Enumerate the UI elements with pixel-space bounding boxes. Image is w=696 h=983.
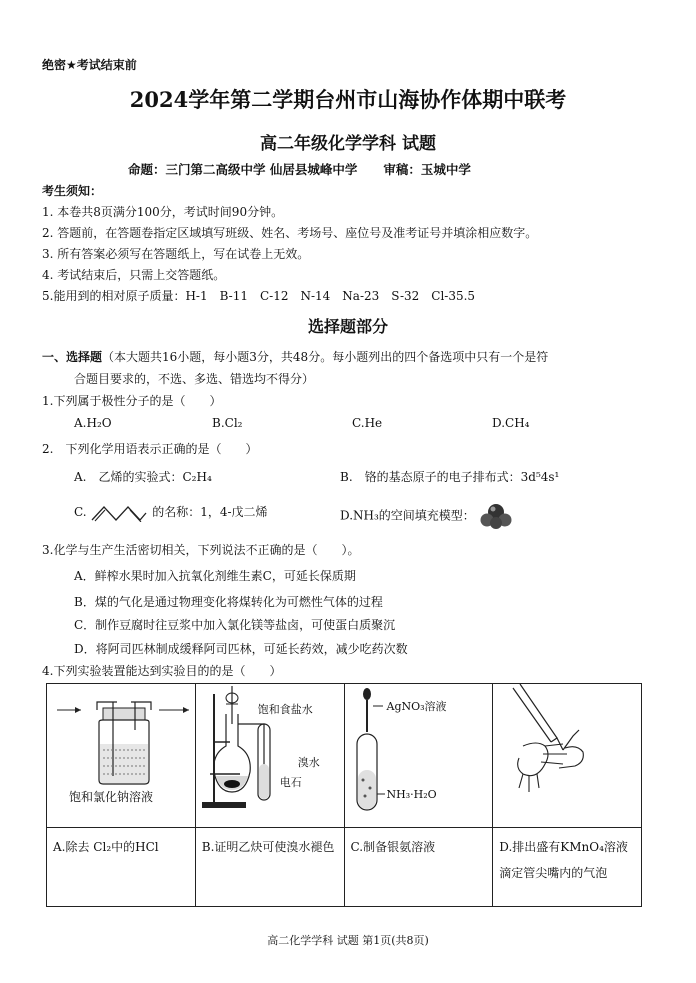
apparatus-a-label: 饱和氯化钠溶液 [69,790,154,804]
q2-option-b: B. 铬的基态原子的电子排布式：3d⁵4s¹ [340,470,560,484]
part1-label: 一、选择题 [42,350,103,364]
q4-apparatus-table [46,683,642,907]
part1-intro [42,348,548,365]
apparatus-b-label-brine: 饱和食盐水 [257,703,313,716]
notice-item: 1. 本卷共8页满分100分，考试时间90分钟。 [42,205,284,219]
apparatus-d-caption: D.排出盛有KMnO₄溶液滴定管尖嘴内的气泡 [493,828,642,907]
exam-title: 2024学年第二学期台州市山海协作体期中联考 [129,87,567,112]
notice-heading: 考生须知： [42,184,103,198]
q3-stem: 3.化学与生产生活密切相关，下列说法不正确的是（ ）。 [42,543,360,557]
part1-desc: （本大题共16小题，每小题3分，共48分。每小题列出的四个备选项中只有一个是符 [102,350,549,364]
q1-option-c: C.He [352,416,383,430]
part1-desc-line2: 合题目要求的，不选、多选、错选均不得分） [74,372,315,386]
notice-item: 4. 考试结束后，只需上交答题纸。 [42,268,226,282]
apparatus-b-cell [195,684,344,828]
apparatus-c-label-nh3: NH₃·H₂O [386,788,437,801]
pentadiene-skeletal-structure [90,504,148,522]
q1-stem: 1.下列属于极性分子的是（ ） [42,394,222,408]
apparatus-c-caption: C.制备银氨溶液 [344,828,493,907]
apparatus-d-cell [493,684,642,828]
q1-option-a: A.H₂O [74,416,112,430]
apparatus-a-cell [47,684,196,828]
nh3-space-filling-model [479,503,513,529]
q2-option-a: A. 乙烯的实验式：C₂H₄ [74,470,212,484]
q3-option-c: C．制作豆腐时往豆浆中加入氯化镁等盐卤，可使蛋白质聚沉 [74,618,396,632]
secret-mark: 绝密★考试结束前 [42,58,137,72]
reviewer: 审稿：玉城中学 [383,162,471,177]
notice-item: 3. 所有答案必须写在答题纸上，写在试卷上无效。 [42,247,310,261]
notice-item: 5.能用到的相对原子质量：H-1 B-11 C-12 N-14 Na-23 S-32 Cl-35.5 [42,289,476,303]
q3-option-d: D．将阿司匹林制成缓释阿司匹林，可延长药效，减少吃药次数 [74,642,408,656]
authors-line [128,160,471,178]
page-footer: 高二化学学科 试题 第1页(共8页) [267,934,429,947]
gas-washing-bottle-figure [47,684,204,804]
apparatus-b-caption: B.证明乙炔可使溴水褪色 [195,828,344,907]
q3-option-a: A．鲜榨水果时加入抗氧化剂维生素C，可延长保质期 [74,569,356,583]
apparatus-b-label-bromine: 溴水 [297,756,320,769]
apparatus-c-cell [344,684,493,828]
q2-option-d-text: D.NH₃的空间填充模型： [340,508,475,523]
authors: 命题：三门第二高级中学 仙居县城峰中学 [128,162,358,177]
section-title: 选择题部分 [307,317,388,336]
q4-stem: 4.下列实验装置能达到实验目的的是（ ） [42,664,282,678]
q2-option-c [74,503,268,522]
q1-option-b: B.Cl₂ [212,416,243,430]
q2-option-d [340,503,513,529]
notice-item: 2. 答题前，在答题卷指定区域填写班级、姓名、考场号、座位号及准考证号并填涂相应数字。 [42,226,538,240]
apparatus-c-label-agno3: AgNO₃溶液 [386,700,447,713]
exam-subtitle: 高二年级化学学科 试题 [260,134,436,154]
q3-option-b: B．煤的气化是通过物理变化将煤转化为可燃性气体的过程 [74,595,383,609]
apparatus-b-label-carbide: 电石 [279,776,302,789]
apparatus-a-caption: A.除去 Cl₂中的HCl [47,828,196,907]
q2-option-c-suffix: 的名称：1，4-戊二烯 [152,505,268,519]
q2-option-c-prefix: C. [74,505,87,519]
q1-option-d: D.CH₄ [492,416,530,430]
burette-bubble-figure [493,684,641,824]
q2-stem: 2. 下列化学用语表示正确的是（ ） [42,442,258,456]
